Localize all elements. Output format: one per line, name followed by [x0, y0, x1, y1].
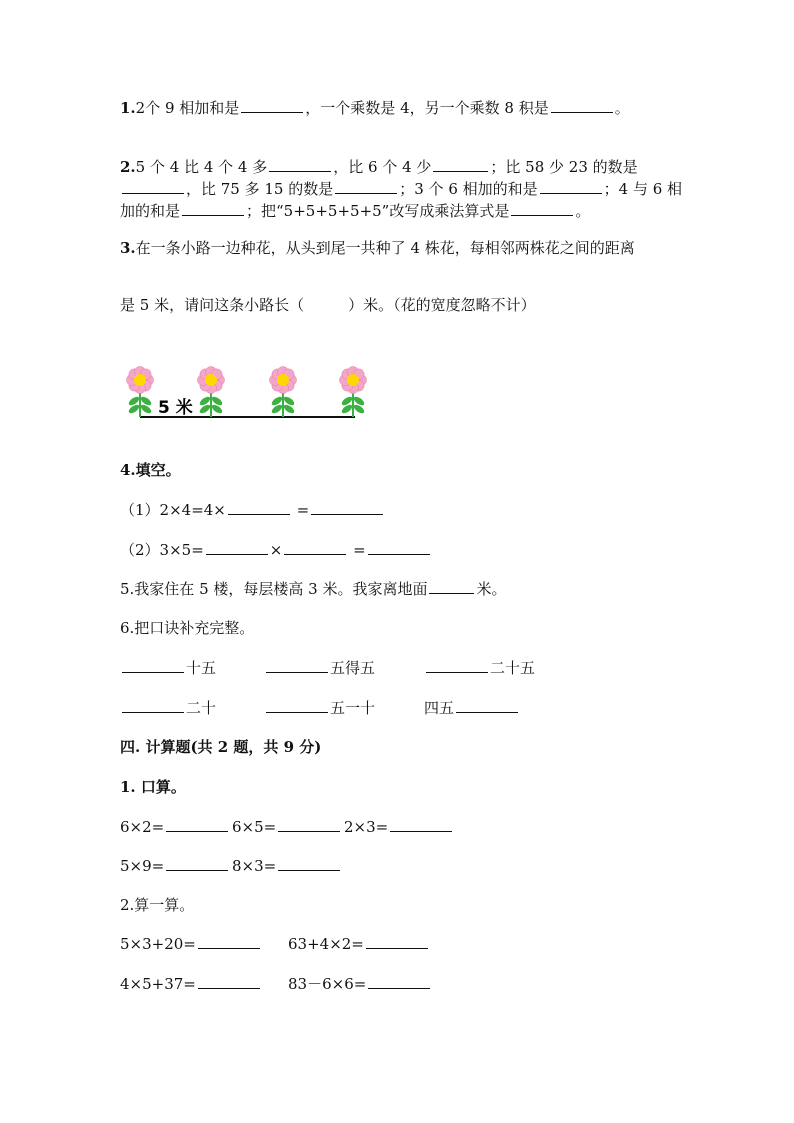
question-1: [120, 98, 630, 118]
rhyme-item: [424, 658, 535, 678]
rhyme-text: 四五: [424, 699, 455, 717]
question-text: ；把“5+5+5+5+5”改写成乘法算式是: [246, 202, 510, 220]
calc-expression: 83－6×6=: [288, 975, 367, 993]
question-text: ；3 个 6 相加的和是: [399, 180, 538, 198]
answer-blank[interactable]: [266, 698, 328, 713]
question-number: 1.: [120, 99, 136, 117]
rhyme-item: [120, 658, 216, 678]
answer-blank[interactable]: [456, 698, 518, 713]
question-text: ，一个乘数是 4，另一个乘数 8 积是: [305, 99, 549, 117]
question-text: ）米。（花的宽度忽略不计）: [348, 296, 536, 314]
answer-blank[interactable]: [511, 201, 573, 216]
calc-item: [120, 934, 262, 954]
calc-item: [288, 974, 432, 994]
question-text: 5 个 4 比 4 个 4 多: [135, 158, 268, 176]
answer-blank[interactable]: [368, 974, 430, 989]
rhyme-item: [424, 698, 520, 718]
question-2-line-3: [120, 201, 590, 221]
calc-item: [232, 856, 342, 876]
calc-expression: 2×3=: [344, 818, 389, 836]
rhyme-text: 五一十: [330, 699, 376, 717]
question-3-line-2: [120, 295, 536, 315]
calc-expression: 6×2=: [120, 818, 165, 836]
question-text: =: [353, 541, 366, 559]
answer-blank[interactable]: [166, 817, 228, 832]
question-title: 6.把口诀补充完整。: [120, 619, 255, 637]
question-4-row-2: [120, 540, 432, 560]
question-4-row-1: [120, 500, 385, 520]
answer-blank[interactable]: [198, 974, 260, 989]
question-title: 4.填空。: [120, 461, 181, 479]
answer-blank[interactable]: [311, 500, 383, 515]
answer-blank[interactable]: [429, 579, 474, 594]
answer-blank[interactable]: [241, 98, 303, 113]
question-text: ×: [269, 541, 283, 559]
answer-blank[interactable]: [206, 540, 268, 555]
question-2-line-1: [120, 157, 638, 177]
answer-blank[interactable]: [122, 179, 184, 194]
rhyme-item: [264, 658, 375, 678]
flower-icon: [340, 367, 367, 418]
answer-blank[interactable]: [278, 817, 340, 832]
question-text: （1）2×4=4×: [120, 501, 226, 519]
answer-blank[interactable]: [366, 934, 428, 949]
question-text: ，比 6 个 4 少: [333, 158, 432, 176]
question-text: 米。: [476, 580, 507, 598]
question-text: 5.我家住在 5 楼，每层楼高 3 米。我家离地面: [120, 580, 428, 598]
calc-item: [288, 934, 430, 954]
rhyme-text: 五得五: [330, 659, 376, 677]
question-2-line-2: [120, 179, 682, 199]
calc-expression: 63+4×2=: [288, 935, 364, 953]
calc-expression: 4×5+37=: [120, 975, 196, 993]
answer-blank[interactable]: [266, 658, 328, 673]
question-text: 在一条小路一边种花，从头到尾一共种了 4 株花，每相邻两株花之间的距离: [135, 239, 635, 257]
answer-blank[interactable]: [368, 540, 430, 555]
calc-2-title: [120, 895, 194, 915]
calc-item: [120, 974, 262, 994]
question-text: ；4 与 6 相: [603, 180, 683, 198]
rhyme-item: [264, 698, 375, 718]
flower-path-figure: [120, 365, 370, 425]
answer-blank[interactable]: [335, 179, 397, 194]
answer-blank[interactable]: [433, 157, 488, 172]
question-number: 3.: [120, 239, 136, 257]
rhyme-item: [120, 698, 216, 718]
question-4-title: [120, 460, 181, 480]
question-title: 2.算一算。: [120, 896, 195, 914]
calc-expression: 8×3=: [232, 857, 277, 875]
answer-blank[interactable]: [278, 856, 340, 871]
answer-blank[interactable]: [122, 658, 184, 673]
flower-icon: [127, 367, 154, 418]
calc-expression: 5×9=: [120, 857, 165, 875]
calc-item: [120, 856, 230, 876]
answer-blank[interactable]: [228, 500, 290, 515]
flower-icon: [198, 367, 225, 418]
question-6-title: [120, 618, 254, 638]
section-4-heading: [120, 737, 321, 757]
question-text: （2）3×5=: [120, 541, 204, 559]
question-text: 是 5 米，请问这条小路长（: [120, 296, 305, 314]
answer-blank[interactable]: [182, 201, 244, 216]
answer-blank[interactable]: [284, 540, 346, 555]
answer-blank[interactable]: [269, 157, 331, 172]
answer-blank[interactable]: [551, 98, 613, 113]
rhyme-text: 十五: [186, 659, 217, 677]
rhyme-text: 二十: [186, 699, 217, 717]
rhyme-text: 二十五: [490, 659, 536, 677]
calc-item: [344, 817, 454, 837]
answer-blank[interactable]: [166, 856, 228, 871]
question-text: 2个 9 相加和是: [135, 99, 240, 117]
calc-item: [120, 817, 230, 837]
answer-blank[interactable]: [122, 698, 184, 713]
answer-blank[interactable]: [426, 658, 488, 673]
question-text: 加的和是: [120, 202, 181, 220]
answer-blank[interactable]: [390, 817, 452, 832]
calc-item: [232, 817, 342, 837]
calc-expression: 6×5=: [232, 818, 277, 836]
section-title: 四. 计算题(共 2 题，共 9 分): [120, 738, 322, 756]
question-3-line-1: [120, 238, 635, 258]
answer-blank[interactable]: [540, 179, 602, 194]
question-text: ，比 75 多 15 的数是: [186, 180, 334, 198]
flower-icon: [270, 367, 297, 418]
question-number: 2.: [120, 158, 136, 176]
distance-label: 5 米: [158, 398, 193, 418]
calc-1-title: [120, 777, 186, 797]
calc-expression: 5×3+20=: [120, 935, 196, 953]
question-title: 1. 口算。: [120, 778, 186, 796]
question-text: 。: [575, 202, 591, 220]
question-text: ；比 58 少 23 的数是: [490, 158, 638, 176]
question-text: 。: [614, 99, 630, 117]
question-5: [120, 579, 507, 599]
answer-blank[interactable]: [198, 934, 260, 949]
question-text: =: [296, 501, 310, 519]
